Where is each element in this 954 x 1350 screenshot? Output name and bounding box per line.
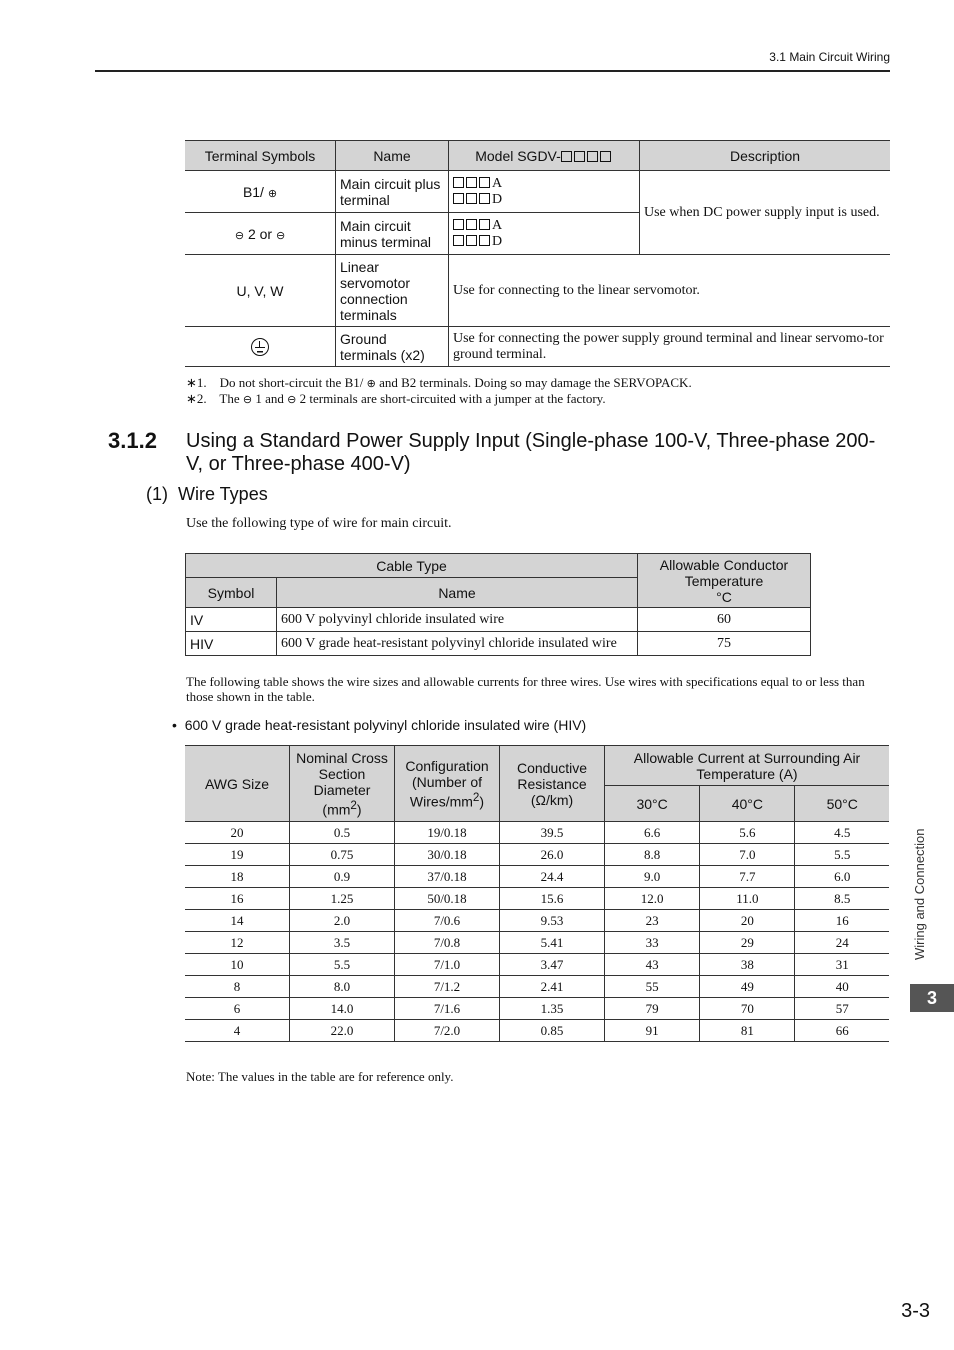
table-cell: 5.5 [290, 954, 395, 976]
wire-size-rows [185, 822, 889, 1042]
table-row [185, 976, 889, 998]
minus-circle-icon: ⊖ [287, 394, 297, 406]
cable-temp: 75 [638, 632, 811, 656]
wire-size-table [185, 745, 889, 1042]
footnote-1: ∗1. Do not short-circuit the B1/ ⊕ and B2 terminals. Doing so may damage the SERVOPACK. [186, 375, 692, 390]
table-cell: 4.5 [795, 822, 889, 844]
minus-circle-icon: ⊖ [242, 394, 253, 406]
terminal-name: Linear servomotor connection terminals [336, 255, 449, 327]
table-cell: 6.0 [795, 866, 889, 888]
table-cell: 39.5 [500, 822, 605, 844]
table-cell: 8 [185, 976, 290, 998]
terminal-table [185, 140, 890, 367]
table-cell: 49 [700, 976, 795, 998]
table-cell: 19/0.18 [395, 822, 500, 844]
cable-type-table [185, 553, 811, 656]
table-cell: 50/0.18 [395, 888, 500, 910]
table-cell: 7/1.2 [395, 976, 500, 998]
ground-icon [251, 338, 269, 356]
th-temp-50: 50°C [795, 786, 889, 822]
table-cell: 9.0 [605, 866, 700, 888]
model-line: D [453, 192, 635, 208]
table-row [185, 998, 889, 1020]
box-icon [574, 151, 585, 162]
table-cell: 6.6 [605, 822, 700, 844]
box-icon [587, 151, 598, 162]
table-cell: 38 [700, 954, 795, 976]
header-rule [95, 70, 890, 72]
section-number: 3.1.2 [108, 428, 157, 453]
th-model-label: Model SGDV- [475, 147, 561, 164]
chapter-side-label: Wiring and Connection [912, 828, 927, 960]
table-cell: 7/2.0 [395, 1020, 500, 1042]
table-cell: 8.5 [795, 888, 889, 910]
table-cell: 5.41 [500, 932, 605, 954]
wire-size-paragraph: The following table shows the wire sizes and allowable currents for three wires. Use wires with specifications equal to or less than those shown in the table. [186, 674, 865, 704]
terminal-name: Ground terminals (x2) [336, 327, 449, 367]
table-cell: 12 [185, 932, 290, 954]
table-cell: 33 [605, 932, 700, 954]
table-cell: 29 [700, 932, 795, 954]
plus-circle-icon: ⊕ [267, 187, 278, 200]
th-name: Name [336, 141, 449, 171]
model-cell [449, 171, 640, 213]
terminal-symbol: B1/ [242, 183, 264, 200]
table-cell: 7.7 [700, 866, 795, 888]
table-cell: 7/0.6 [395, 910, 500, 932]
table-cell: 19 [185, 844, 290, 866]
table-cell: 2.0 [290, 910, 395, 932]
table-cell: 31 [795, 954, 889, 976]
cable-temp: 60 [638, 608, 811, 632]
table-cell: 11.0 [700, 888, 795, 910]
th-awg-size: AWG Size [185, 746, 290, 822]
table-cell: 1.25 [290, 888, 395, 910]
table-cell: 10 [185, 954, 290, 976]
table-cell: 3.47 [500, 954, 605, 976]
th-allowable-current: Allowable Current at Surrounding Air Temperature (A) [605, 746, 890, 786]
table-cell: 23 [605, 910, 700, 932]
th-nominal: Nominal Cross Section Diameter $(mm^2)$ [290, 746, 395, 822]
table-row [185, 888, 889, 910]
bullet-item: • 600 V grade heat-resistant polyvinyl chloride insulated wire (HIV) [172, 717, 587, 733]
minus-circle-icon: ⊖ [275, 229, 286, 242]
th-temp-30: 30°C [605, 786, 700, 822]
th-configuration: Configuration (Number of Wires/$mm^2$) [395, 746, 500, 822]
table-cell: 15.6 [500, 888, 605, 910]
table-cell: 3.5 [290, 932, 395, 954]
model-cell [449, 213, 640, 255]
table-cell: 7/0.8 [395, 932, 500, 954]
table-cell: 12.0 [605, 888, 700, 910]
table-row [185, 844, 889, 866]
table-cell: 79 [605, 998, 700, 1020]
table-row [185, 910, 889, 932]
plus-circle-icon: ⊕ [366, 378, 376, 390]
th-cable-type: Cable Type [186, 554, 638, 578]
table-cell: 9.53 [500, 910, 605, 932]
terminal-minus [185, 213, 336, 255]
running-header: 3.1 Main Circuit Wiring [769, 50, 890, 64]
terminal-symbol: 2 or [247, 225, 273, 242]
subsection-heading: (1) Wire Types [146, 484, 268, 504]
table-note: Note: The values in the table are for reference only. [186, 1069, 454, 1084]
table-row [185, 954, 889, 976]
th-description: Description [640, 141, 891, 171]
table-cell: 70 [700, 998, 795, 1020]
table-cell: 0.9 [290, 866, 395, 888]
table-cell: 30/0.18 [395, 844, 500, 866]
table-cell: 16 [795, 910, 889, 932]
page-number: 3-3 [901, 1300, 930, 1322]
table-cell: 2.41 [500, 976, 605, 998]
th-model [449, 141, 640, 171]
table-cell: 57 [795, 998, 889, 1020]
table-cell: 14 [185, 910, 290, 932]
table-cell: 7/1.0 [395, 954, 500, 976]
description-dc: Use when DC power supply input is used. [640, 171, 891, 255]
th-allowable-temp: Allowable Conductor Temperature °C [638, 554, 811, 608]
terminal-name: Main circuit minus terminal [336, 213, 449, 255]
table-cell: 66 [795, 1020, 889, 1042]
table-row [185, 822, 889, 844]
table-cell: 43 [605, 954, 700, 976]
model-line: A [453, 218, 635, 234]
th-terminal-symbols: Terminal Symbols [185, 141, 336, 171]
table-cell: 37/0.18 [395, 866, 500, 888]
cable-symbol: IV [186, 608, 277, 632]
table-row [185, 1020, 889, 1042]
table-cell: 55 [605, 976, 700, 998]
table-cell: 5.5 [795, 844, 889, 866]
table-row [185, 932, 889, 954]
description-ground: Use for connecting the power supply ground terminal and linear servomo-tor ground terminal. [449, 327, 891, 367]
cable-name: 600 V polyvinyl chloride insulated wire [277, 608, 638, 632]
table-cell: 22.0 [290, 1020, 395, 1042]
table-cell: 1.35 [500, 998, 605, 1020]
table-cell: 91 [605, 1020, 700, 1042]
table-cell: 0.5 [290, 822, 395, 844]
footnote-2: ∗2. The ⊖ 1 and ⊖ 2 terminals are short-circuited with a jumper at the factory. [186, 391, 606, 406]
table-cell: 14.0 [290, 998, 395, 1020]
chapter-tab: 3 [910, 984, 954, 1012]
table-cell: 8.8 [605, 844, 700, 866]
table-cell: 40 [795, 976, 889, 998]
terminal-b1 [185, 171, 336, 213]
table-cell: 8.0 [290, 976, 395, 998]
terminal-name: Main circuit plus terminal [336, 171, 449, 213]
table-cell: 7/1.6 [395, 998, 500, 1020]
cable-name: 600 V grade heat-resistant polyvinyl chloride insulated wire [277, 632, 638, 656]
table-cell: 24.4 [500, 866, 605, 888]
table-cell: 26.0 [500, 844, 605, 866]
table-cell: 0.85 [500, 1020, 605, 1042]
table-cell: 24 [795, 932, 889, 954]
terminal-ground [185, 327, 336, 367]
table-cell: 16 [185, 888, 290, 910]
description-servomotor: Use for connecting to the linear servomotor. [449, 255, 891, 327]
th-cable-name: Name [277, 578, 638, 608]
model-line: D [453, 234, 635, 250]
table-cell: 0.75 [290, 844, 395, 866]
model-line: A [453, 176, 635, 192]
bullet-icon: • [172, 717, 177, 733]
table-cell: 20 [185, 822, 290, 844]
table-cell: 5.6 [700, 822, 795, 844]
table-row [185, 866, 889, 888]
th-resistance: Conductive Resistance (Ω/km) [500, 746, 605, 822]
table-cell: 18 [185, 866, 290, 888]
cable-symbol: HIV [186, 632, 277, 656]
intro-text: Use the following type of wire for main circuit. [186, 516, 452, 531]
table-cell: 6 [185, 998, 290, 1020]
box-icon [561, 151, 572, 162]
terminal-uvw: U, V, W [185, 255, 336, 327]
box-icon [600, 151, 611, 162]
table-cell: 81 [700, 1020, 795, 1042]
th-symbol: Symbol [186, 578, 277, 608]
minus-circle-icon: ⊖ [234, 229, 245, 242]
table-cell: 7.0 [700, 844, 795, 866]
table-cell: 4 [185, 1020, 290, 1042]
table-cell: 20 [700, 910, 795, 932]
th-temp-40: 40°C [700, 786, 795, 822]
section-title: Using a Standard Power Supply Input (Single-phase 100-V, Three-phase 200-V, or Three-phase 400-V) [186, 430, 876, 475]
